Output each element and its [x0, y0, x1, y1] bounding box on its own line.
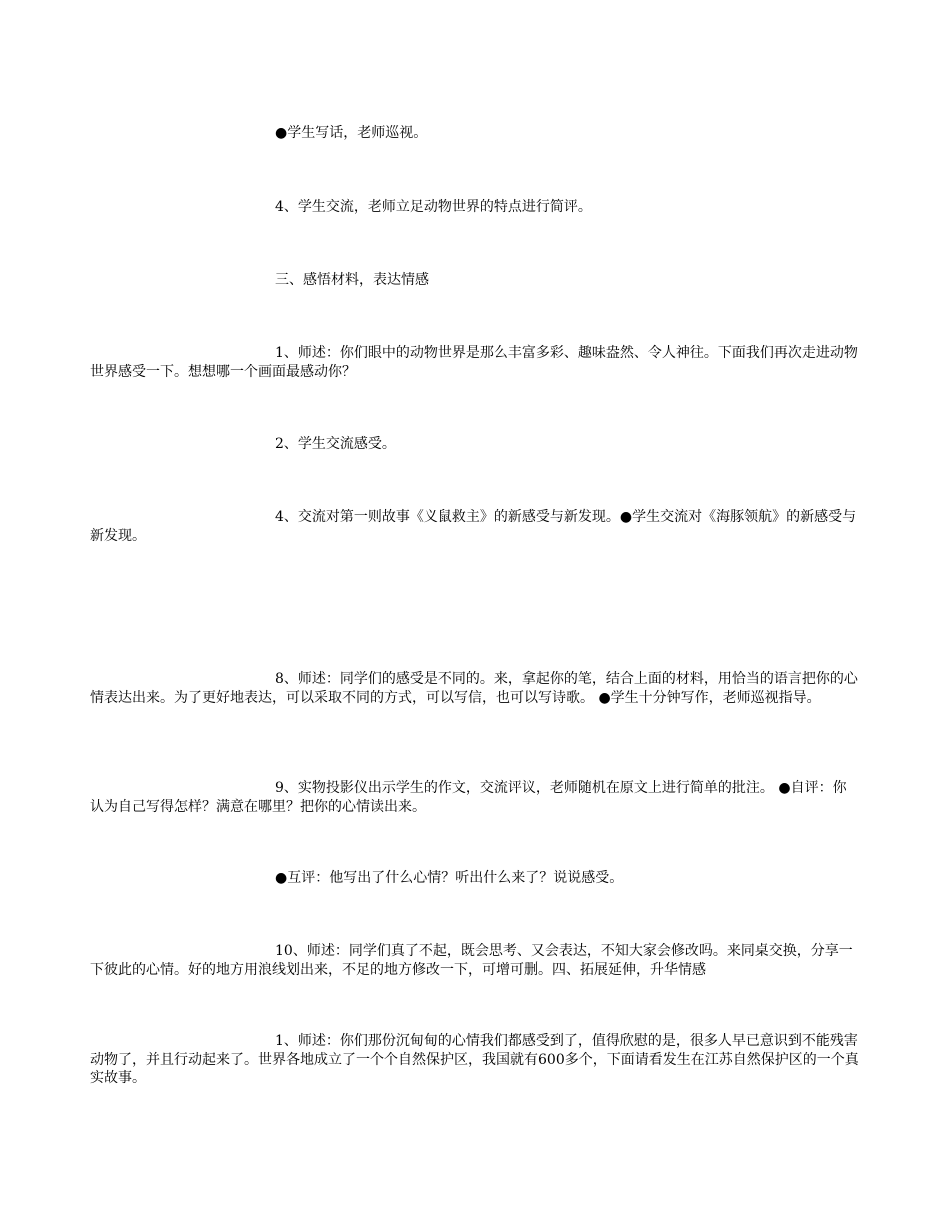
paragraph-student-writing: ●学生写话，老师巡视。 [275, 125, 428, 141]
paragraph-teacher-narration-8: 8、师述：同学们的感受是不同的。来，拿起你的笔，结合上面的材料，用恰当的语言把你的心情表达出来。为了更好地表达，可以采取不同的方式，可以写信，也可以写诗歌。 ●学生十分钟写作，老师巡视指导。 [90, 671, 858, 706]
paragraph-peer-review: ●互评：他写出了什么心情？听出什么来了？说说感受。 [275, 870, 624, 886]
section-heading-feel-materials: 三、感悟材料，表达情感 [275, 272, 429, 288]
paragraph-teacher-narration-1: 1、师述：你们眼中的动物世界是那么丰富多彩、趣味盎然、令人神往。下面我们再次走进动物世界感受一下。想想哪一个画面最感动你？ [90, 345, 858, 380]
paragraph-student-exchange: 4、学生交流，老师立足动物世界的特点进行简评。 [275, 199, 592, 215]
paragraph-exchange-feelings: 2、学生交流感受。 [275, 436, 396, 452]
paragraph-nature-reserve: 1、师述：你们那份沉甸甸的心情我们都感受到了，值得欣慰的是，很多人早已意识到不能残害动物了，并且行动起来了。世界各地成立了一个个自然保护区，我国就有600多个，下面请看发生在江苏自然保护区的一个真实故事。 [90, 1033, 859, 1086]
paragraph-teacher-narration-10: 10、师述：同学们真了不起，既会思考、又会表达，不知大家会修改吗。来同桌交换，分享一下彼此的心情。好的地方用浪线划出来，不足的地方修改一下，可增可删。四、拓展延伸，升华情感 [90, 943, 853, 978]
paragraph-projection-review: 9、实物投影仪出示学生的作文，交流评议，老师随机在原文上进行简单的批注。 ●自评：你认为自己写得怎样？满意在哪里？把你的心情读出来。 [90, 780, 847, 815]
paragraph-first-story-discussion: 4、交流对第一则故事《义鼠救主》的新感受与新发现。●学生交流对《海豚领航》的新感受与新发现。 [90, 509, 857, 544]
